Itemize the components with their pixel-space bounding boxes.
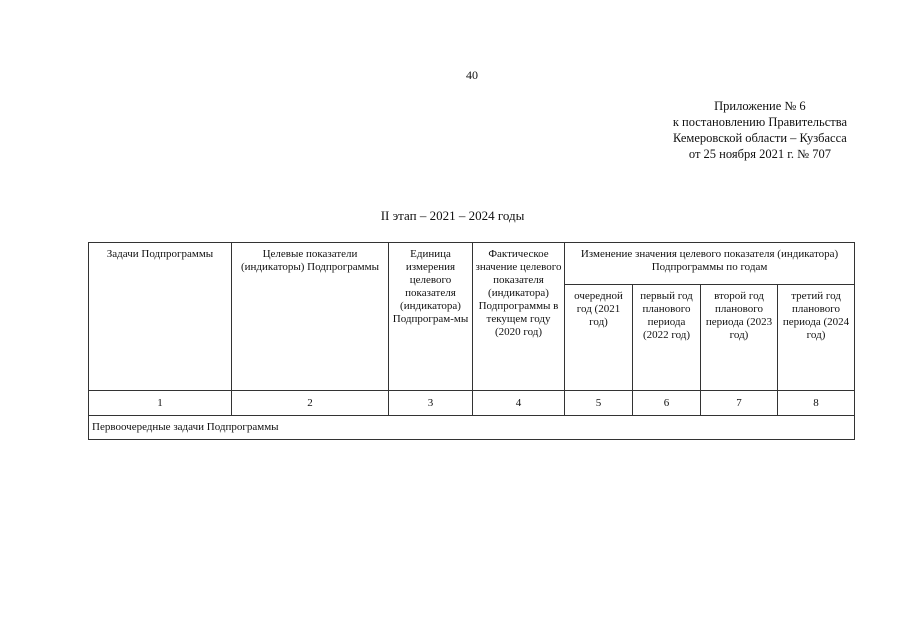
stage-title: II этап – 2021 – 2024 годы bbox=[380, 208, 525, 223]
header-row-1 bbox=[89, 243, 855, 285]
header-unit: Единица измерения целевого показателя (индикатора) Подпрограм-мы bbox=[389, 243, 473, 391]
header-year-2022: первый год планового периода (2022 год) bbox=[633, 285, 701, 391]
column-numbers-row bbox=[89, 391, 855, 416]
appendix-line-3: Кемеровской области – Кузбасса bbox=[673, 131, 847, 145]
appendix-line-1: Приложение № 6 bbox=[714, 99, 806, 113]
column-number: 1 bbox=[89, 391, 232, 416]
indicators-table bbox=[88, 242, 855, 440]
header-year-2024: третий год планового периода (2024 год) bbox=[778, 285, 855, 391]
section-title: Первоочередные задачи Подпрограммы bbox=[89, 416, 855, 440]
header-year-2023: второй год планового периода (2023 год) bbox=[701, 285, 778, 391]
header-target-indicators: Целевые показатели (индикаторы) Подпрограммы bbox=[232, 243, 389, 391]
appendix-line-2: к постановлению Правительства bbox=[672, 115, 847, 129]
column-number: 4 bbox=[473, 391, 565, 416]
column-number: 7 bbox=[701, 391, 778, 416]
header-change-by-years: Изменение значения целевого показателя (индикатора) Подпрограммы по годам bbox=[565, 243, 855, 285]
column-number: 2 bbox=[232, 391, 389, 416]
section-row bbox=[89, 416, 855, 440]
column-number: 6 bbox=[633, 391, 701, 416]
appendix-block bbox=[673, 98, 847, 162]
header-year-2021: очередной год (2021 год) bbox=[565, 285, 633, 391]
appendix-line-4: от 25 ноября 2021 г. № 707 bbox=[688, 147, 831, 161]
column-number: 3 bbox=[389, 391, 473, 416]
header-actual-value: Фактическое значение целевого показателя (индикатора) Подпрограммы в текущем году (2020 год) bbox=[473, 243, 565, 391]
header-tasks: Задачи Подпрограммы bbox=[89, 243, 232, 391]
column-number: 8 bbox=[778, 391, 855, 416]
page-number: 40 bbox=[466, 68, 478, 82]
column-number: 5 bbox=[565, 391, 633, 416]
